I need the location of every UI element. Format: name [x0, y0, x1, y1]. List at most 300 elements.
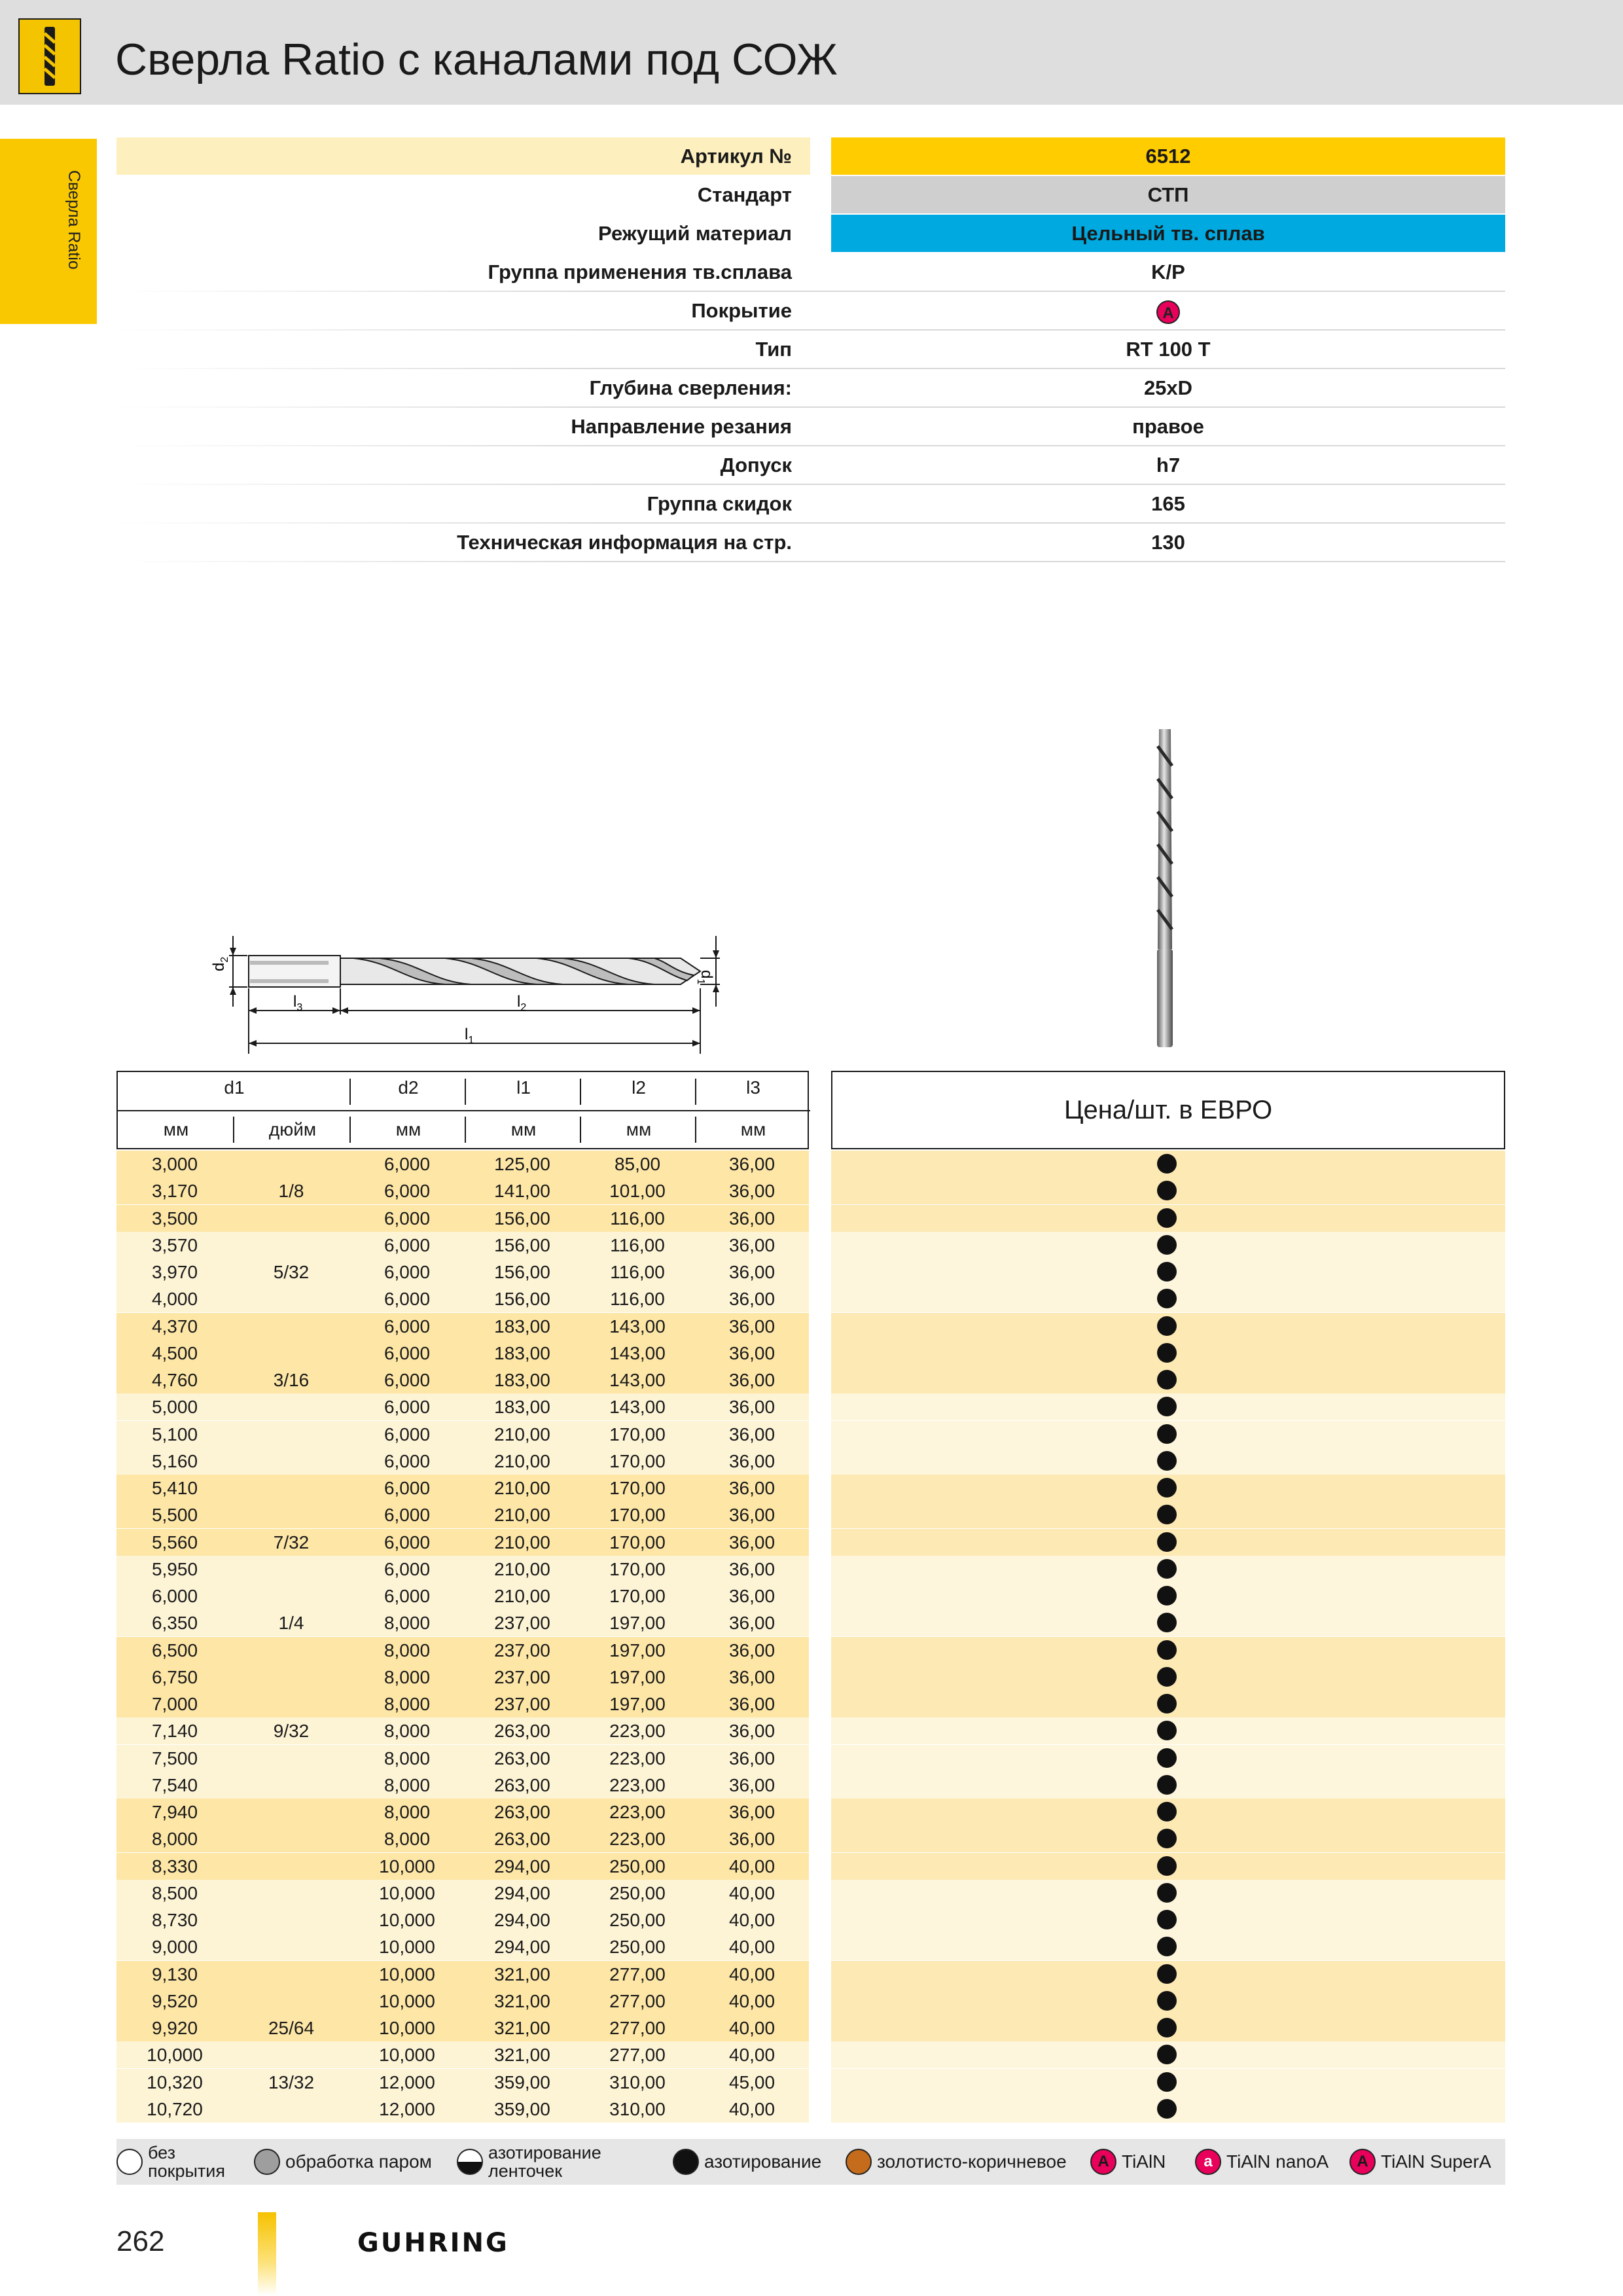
legend-gold-brown-label: золотисто-коричневое — [877, 2151, 1067, 2172]
table-row — [116, 1880, 1505, 1907]
cell-d1-mm: 6,350 — [151, 1613, 198, 1634]
cell-l1: 359,00 — [494, 2072, 550, 2092]
cell-l2: 250,00 — [609, 1882, 666, 1903]
cell-d1-inch: 1/8 — [278, 1181, 304, 1202]
d1-label: $d_1$ — [695, 970, 715, 985]
table-row — [116, 1637, 1505, 1664]
cell-d2: 10,000 — [379, 1964, 435, 1984]
cell-d1-inch — [233, 1421, 349, 1448]
availability-dot-icon — [1157, 1532, 1177, 1552]
col-l3-unit: мм — [740, 1119, 766, 1139]
spec-label: Глубина сверления: — [589, 376, 792, 399]
cell-d2: 6,000 — [383, 1181, 431, 1202]
cell-l2: 223,00 — [609, 1802, 666, 1822]
table-row — [116, 1988, 1505, 2015]
cell-l2: 223,00 — [609, 1774, 666, 1795]
cell-l1: 156,00 — [494, 1234, 550, 1255]
cell-l2: 170,00 — [609, 1532, 666, 1552]
cell-d1-mm: 5,000 — [151, 1397, 198, 1418]
legend-tialn — [1090, 2139, 1166, 2185]
table-row — [116, 1691, 1505, 1717]
cell-d2: 6,000 — [383, 1450, 431, 1471]
cell-d1-mm: 4,000 — [151, 1289, 198, 1310]
cell-d1-mm: 7,940 — [151, 1802, 198, 1822]
cell-d2: 8,000 — [383, 1802, 431, 1822]
cell-l3: 36,00 — [728, 1234, 776, 1255]
col-d2-unit: мм — [395, 1119, 421, 1139]
cell-d1-inch: 1/4 — [278, 1613, 304, 1634]
availability-dot-icon — [1157, 1478, 1177, 1498]
col-l1-unit: мм — [510, 1119, 537, 1139]
spec-row — [116, 485, 1505, 522]
cell-l3: 36,00 — [728, 1558, 776, 1579]
legend-steam — [254, 2139, 432, 2185]
cell-d1-inch — [233, 1393, 349, 1420]
cell-l2: 310,00 — [609, 2072, 666, 2092]
cell-d2: 10,000 — [379, 1910, 435, 1930]
cell-l3: 36,00 — [728, 1532, 776, 1552]
cell-l2: 277,00 — [609, 2045, 666, 2066]
table-row — [116, 1556, 1505, 1583]
cell-l1: 294,00 — [494, 1910, 550, 1930]
cell-l2: 170,00 — [609, 1505, 666, 1526]
cell-d1-inch — [233, 1151, 349, 1177]
cell-l3: 36,00 — [728, 1450, 776, 1471]
cell-l3: 36,00 — [728, 1666, 776, 1687]
cell-l1: 125,00 — [494, 1154, 550, 1174]
cell-d1-mm: 8,500 — [151, 1882, 198, 1903]
spec-value — [831, 292, 1505, 329]
cell-l3: 36,00 — [728, 1154, 776, 1174]
legend-steam-label: обработка паром — [285, 2151, 432, 2172]
col-d1-inch-unit: дюйм — [268, 1119, 317, 1139]
cell-d1-inch: 13/32 — [268, 2072, 315, 2092]
cell-d1-mm: 7,500 — [151, 1748, 198, 1768]
cell-l3: 36,00 — [728, 1721, 776, 1742]
tialn-super-icon: A — [1349, 2149, 1376, 2175]
coating-tialn-icon: A — [1156, 300, 1180, 324]
cell-d1-inch: 7/32 — [273, 1532, 310, 1552]
cell-l1: 321,00 — [494, 1990, 550, 2011]
legend-gold-brown — [846, 2139, 1067, 2185]
cell-d1-mm: 3,570 — [151, 1234, 198, 1255]
cell-l1: 141,00 — [494, 1181, 550, 1202]
brand-logo: GUHRING — [357, 2228, 509, 2258]
spec-value: 130 — [1151, 531, 1185, 554]
cell-d2: 10,000 — [379, 1882, 435, 1903]
cell-l3: 36,00 — [728, 1342, 776, 1363]
cell-d1-mm: 6,000 — [151, 1586, 198, 1606]
cell-l1: 183,00 — [494, 1316, 550, 1336]
spec-label: Режущий материал — [598, 222, 792, 245]
cell-d1-mm: 8,000 — [151, 1829, 198, 1850]
cell-d2: 10,000 — [379, 1990, 435, 2011]
price-header: Цена/шт. в ЕВРО — [831, 1071, 1505, 1149]
cell-l2: 116,00 — [610, 1208, 665, 1229]
cell-l3: 40,00 — [728, 1910, 776, 1930]
availability-dot-icon — [1157, 2072, 1177, 2092]
spec-label: Техническая информация на стр. — [457, 531, 792, 554]
cell-d1-inch — [233, 1448, 349, 1475]
cell-l2: 250,00 — [609, 1856, 666, 1876]
cell-l1: 294,00 — [494, 1856, 550, 1876]
cell-l2: 116,00 — [610, 1234, 665, 1255]
cell-d2: 10,000 — [379, 1937, 435, 1958]
cell-d2: 6,000 — [383, 1234, 431, 1255]
cell-l2: 170,00 — [609, 1478, 666, 1498]
table-row — [116, 1933, 1505, 1960]
table-row — [116, 1421, 1505, 1448]
cell-l3: 40,00 — [728, 2098, 776, 2119]
cell-l1: 210,00 — [494, 1424, 550, 1444]
cell-l3: 36,00 — [728, 1613, 776, 1634]
cell-d2: 8,000 — [383, 1613, 431, 1634]
spec-value: СТП — [831, 176, 1505, 213]
page-number: 262 — [116, 2225, 165, 2257]
cell-l2: 197,00 — [609, 1613, 666, 1634]
cell-l3: 36,00 — [728, 1748, 776, 1768]
table-row — [116, 1772, 1505, 1799]
cell-d1-mm: 3,000 — [151, 1154, 198, 1174]
table-row — [116, 1285, 1505, 1312]
cell-d1-inch — [233, 1772, 349, 1799]
table-row — [116, 1151, 1505, 1177]
cell-d1-mm: 6,750 — [151, 1666, 198, 1687]
availability-dot-icon — [1157, 1640, 1177, 1660]
cell-d2: 10,000 — [379, 1856, 435, 1876]
l3-label: $l_3$ — [293, 993, 303, 1013]
cell-l3: 36,00 — [728, 1802, 776, 1822]
cell-l2: 170,00 — [609, 1450, 666, 1471]
cell-d1-mm: 5,160 — [151, 1450, 198, 1471]
cell-l3: 36,00 — [728, 1694, 776, 1714]
cell-l3: 36,00 — [728, 1289, 776, 1310]
cell-l2: 170,00 — [609, 1424, 666, 1444]
legend-tialn-super — [1349, 2139, 1491, 2185]
cell-d1-inch — [233, 1313, 349, 1340]
cell-d1-mm: 7,540 — [151, 1774, 198, 1795]
cell-d1-inch — [233, 1285, 349, 1312]
col-d1-mm-unit: мм — [163, 1119, 189, 1139]
cell-d1-mm: 7,140 — [151, 1721, 198, 1742]
cell-l2: 143,00 — [609, 1370, 666, 1390]
spec-value: RT 100 T — [1126, 338, 1211, 361]
cell-l3: 36,00 — [728, 1505, 776, 1526]
side-tab — [0, 139, 97, 324]
spec-label: Артикул № — [680, 145, 792, 168]
spec-row — [116, 215, 1505, 252]
table-header — [116, 1071, 809, 1149]
availability-dot-icon — [1157, 1451, 1177, 1471]
table-row — [116, 1205, 1505, 1232]
spec-value: правое — [1132, 415, 1204, 438]
table-row — [116, 1529, 1505, 1556]
cell-l3: 36,00 — [728, 1397, 776, 1418]
spec-label: Допуск — [720, 454, 792, 476]
cell-l3: 40,00 — [728, 1937, 776, 1958]
cell-l1: 210,00 — [494, 1586, 550, 1606]
spec-label: Группа скидок — [647, 492, 792, 515]
cell-l1: 294,00 — [494, 1937, 550, 1958]
cell-l2: 277,00 — [609, 1990, 666, 2011]
cell-l1: 210,00 — [494, 1558, 550, 1579]
cell-d1-inch: 25/64 — [268, 2018, 315, 2038]
cell-d2: 8,000 — [383, 1640, 431, 1660]
cell-d1-mm: 9,920 — [151, 2018, 198, 2038]
cell-l2: 197,00 — [609, 1640, 666, 1660]
cell-d2: 6,000 — [383, 1208, 431, 1229]
cell-l1: 210,00 — [494, 1450, 550, 1471]
cell-l1: 183,00 — [494, 1370, 550, 1390]
spec-row — [116, 253, 1505, 291]
cell-d1-inch: 9/32 — [273, 1721, 310, 1742]
cell-d2: 8,000 — [383, 1829, 431, 1850]
cell-d1-inch — [233, 1232, 349, 1259]
table-row — [116, 1475, 1505, 1501]
table-row — [116, 1799, 1505, 1825]
table-row — [116, 1232, 1505, 1259]
col-d2-header: d2 — [398, 1077, 419, 1098]
cell-l2: 197,00 — [609, 1694, 666, 1714]
spec-row — [116, 292, 1505, 329]
spec-label: Группа применения тв.сплава — [488, 260, 792, 283]
availability-dot-icon — [1157, 1964, 1177, 1984]
availability-dot-icon — [1157, 1667, 1177, 1687]
availability-dot-icon — [1157, 1424, 1177, 1444]
cell-d2: 8,000 — [383, 1774, 431, 1795]
cell-l3: 36,00 — [728, 1424, 776, 1444]
legend-tialn-super-label: TiAlN SuperA — [1381, 2151, 1491, 2172]
cell-l3: 36,00 — [728, 1208, 776, 1229]
availability-dot-icon — [1157, 1343, 1177, 1363]
cell-l3: 40,00 — [728, 1964, 776, 1984]
cell-l2: 143,00 — [609, 1342, 666, 1363]
cell-l3: 36,00 — [728, 1478, 776, 1498]
cell-l2: 116,00 — [610, 1289, 665, 1310]
cell-d1-inch — [233, 1501, 349, 1528]
cell-d1-mm: 4,500 — [151, 1342, 198, 1363]
cell-d1-inch — [233, 1475, 349, 1501]
cell-d2: 8,000 — [383, 1748, 431, 1768]
drill-photo — [1149, 726, 1181, 1054]
cell-d1-mm: 3,500 — [151, 1208, 198, 1229]
nitrided-icon — [673, 2149, 699, 2175]
availability-dot-icon — [1157, 1856, 1177, 1876]
table-row — [116, 2069, 1505, 2096]
cell-d2: 6,000 — [383, 1532, 431, 1552]
cell-d2: 6,000 — [383, 1558, 431, 1579]
cell-d1-mm: 10,320 — [147, 2072, 203, 2092]
cell-d2: 6,000 — [383, 1289, 431, 1310]
cell-d1-mm: 8,330 — [151, 1856, 198, 1876]
availability-dot-icon — [1157, 1991, 1177, 2011]
cell-d1-inch — [233, 1691, 349, 1717]
table-row — [116, 2041, 1505, 2068]
tialn-nano-icon: a — [1195, 2149, 1221, 2175]
availability-dot-icon — [1157, 1316, 1177, 1336]
availability-dot-icon — [1157, 2099, 1177, 2119]
cell-d2: 6,000 — [383, 1478, 431, 1498]
cell-d2: 6,000 — [383, 1397, 431, 1418]
cell-d2: 6,000 — [383, 1262, 431, 1282]
spec-row — [116, 137, 1505, 175]
col-l2-unit: мм — [626, 1119, 652, 1139]
cell-l3: 36,00 — [728, 1640, 776, 1660]
cell-d2: 6,000 — [383, 1424, 431, 1444]
cell-d1-mm: 9,000 — [151, 1937, 198, 1958]
cell-d1-inch — [233, 1556, 349, 1583]
legend-uncoated — [116, 2139, 225, 2185]
legend-uncoated-line2: покрытия — [148, 2161, 225, 2181]
cell-l3: 36,00 — [728, 1316, 776, 1336]
cell-l1: 156,00 — [494, 1289, 550, 1310]
cell-d1-mm: 10,720 — [147, 2098, 203, 2119]
spec-value: h7 — [1156, 454, 1181, 476]
cell-l2: 223,00 — [609, 1748, 666, 1768]
spec-row — [116, 524, 1505, 561]
cell-d2: 12,000 — [379, 2072, 435, 2092]
cell-l1: 263,00 — [494, 1774, 550, 1795]
cell-l1: 263,00 — [494, 1829, 550, 1850]
cell-l2: 277,00 — [609, 1964, 666, 1984]
cell-l1: 263,00 — [494, 1748, 550, 1768]
cell-l3: 40,00 — [728, 1882, 776, 1903]
spec-separator — [116, 561, 1505, 562]
cell-l1: 294,00 — [494, 1882, 550, 1903]
legend-tialn-nano-label: TiAlN nanoA — [1226, 2151, 1329, 2172]
cell-d1-inch — [233, 1205, 349, 1232]
spec-row — [116, 408, 1505, 445]
availability-dot-icon — [1157, 1262, 1177, 1282]
spec-row — [116, 176, 1505, 213]
table-row — [116, 1609, 1505, 1636]
cell-l1: 237,00 — [494, 1640, 550, 1660]
spec-value: 6512 — [831, 137, 1505, 175]
cell-l1: 237,00 — [494, 1666, 550, 1687]
spec-row — [116, 369, 1505, 406]
cell-d1-inch: 5/32 — [273, 1262, 310, 1282]
drill-logo-icon — [18, 18, 81, 94]
cell-d2: 10,000 — [379, 2045, 435, 2066]
table-row — [116, 1393, 1505, 1420]
table-row — [116, 2015, 1505, 2041]
availability-dot-icon — [1157, 1883, 1177, 1903]
cell-d2: 6,000 — [383, 1316, 431, 1336]
cell-d1-mm: 4,370 — [151, 1316, 198, 1336]
cell-l3: 36,00 — [728, 1586, 776, 1606]
table-row — [116, 1501, 1505, 1528]
table-row — [116, 1825, 1505, 1852]
drill-dimension-diagram — [196, 923, 733, 1060]
cell-l2: 310,00 — [609, 2098, 666, 2119]
cell-d1-mm: 5,100 — [151, 1424, 198, 1444]
cell-l1: 210,00 — [494, 1505, 550, 1526]
cell-d2: 8,000 — [383, 1666, 431, 1687]
availability-dot-icon — [1157, 1694, 1177, 1713]
l2-label: $l_2$ — [517, 993, 527, 1013]
cell-d1-inch — [233, 1988, 349, 2015]
cell-d1-inch — [233, 1664, 349, 1691]
availability-dot-icon — [1157, 1235, 1177, 1255]
table-row — [116, 1177, 1505, 1204]
table-row — [116, 1745, 1505, 1772]
spec-label: Тип — [755, 338, 792, 361]
table-row — [116, 1664, 1505, 1691]
page-title: Сверла Ratio с каналами под СОЖ — [115, 35, 838, 84]
cell-d1-mm: 5,500 — [151, 1505, 198, 1526]
availability-dot-icon — [1157, 1802, 1177, 1821]
cell-l3: 40,00 — [728, 1990, 776, 2011]
spec-label: Направление резания — [571, 415, 792, 438]
availability-dot-icon — [1157, 1208, 1177, 1228]
cell-l1: 359,00 — [494, 2098, 550, 2119]
cell-l1: 321,00 — [494, 2018, 550, 2038]
cell-d1-inch — [233, 1637, 349, 1664]
cell-l3: 36,00 — [728, 1774, 776, 1795]
col-l3-header: l3 — [746, 1077, 760, 1098]
cell-l2: 85,00 — [614, 1154, 661, 1174]
cell-d2: 6,000 — [383, 1505, 431, 1526]
cell-l1: 263,00 — [494, 1802, 550, 1822]
cell-d2: 6,000 — [383, 1370, 431, 1390]
table-row — [116, 1961, 1505, 1988]
spec-value: 165 — [1151, 492, 1185, 515]
table-row — [116, 1907, 1505, 1933]
steam-icon — [254, 2149, 280, 2175]
cell-l3: 40,00 — [728, 2018, 776, 2038]
col-d1-header: d1 — [224, 1077, 245, 1098]
uncoated-icon — [116, 2149, 143, 2175]
cell-d2: 8,000 — [383, 1721, 431, 1742]
table-row — [116, 2096, 1505, 2123]
cell-l2: 250,00 — [609, 1937, 666, 1958]
cell-d1-mm: 9,520 — [151, 1990, 198, 2011]
cell-l1: 210,00 — [494, 1478, 550, 1498]
table-row — [116, 1313, 1505, 1340]
cell-d1-mm: 7,000 — [151, 1694, 198, 1714]
cell-d1-mm: 8,730 — [151, 1910, 198, 1930]
cell-l1: 321,00 — [494, 1964, 550, 1984]
cell-l3: 36,00 — [728, 1829, 776, 1850]
table-row — [116, 1340, 1505, 1367]
cell-d1-mm: 4,760 — [151, 1370, 198, 1390]
spec-value: K/P — [1151, 260, 1185, 283]
cell-l2: 223,00 — [609, 1721, 666, 1742]
cell-d1-inch: 3/16 — [273, 1370, 310, 1390]
cell-d1-inch — [233, 1799, 349, 1825]
l1-label: $l_1$ — [465, 1026, 474, 1046]
cell-d2: 10,000 — [379, 2018, 435, 2038]
cell-d1-inch — [233, 1961, 349, 1988]
spec-label: Стандарт — [697, 183, 792, 206]
table-row — [116, 1367, 1505, 1393]
cell-d1-mm: 6,500 — [151, 1640, 198, 1660]
table-row — [116, 1853, 1505, 1880]
cell-d2: 12,000 — [379, 2098, 435, 2119]
availability-dot-icon — [1157, 1154, 1177, 1174]
cell-d1-mm: 5,950 — [151, 1558, 198, 1579]
legend-tialn-label: TiAlN — [1122, 2151, 1166, 2172]
legend-nitrided-lands-line1: азотирование — [488, 2143, 601, 2162]
cell-d1-mm: 5,410 — [151, 1478, 198, 1498]
spec-row — [116, 446, 1505, 484]
table-row — [116, 1583, 1505, 1609]
d2-label: $d_2$ — [210, 956, 230, 971]
cell-d1-inch — [233, 1933, 349, 1960]
cell-d2: 8,000 — [383, 1694, 431, 1714]
cell-l1: 237,00 — [494, 1613, 550, 1634]
cell-l1: 263,00 — [494, 1721, 550, 1742]
